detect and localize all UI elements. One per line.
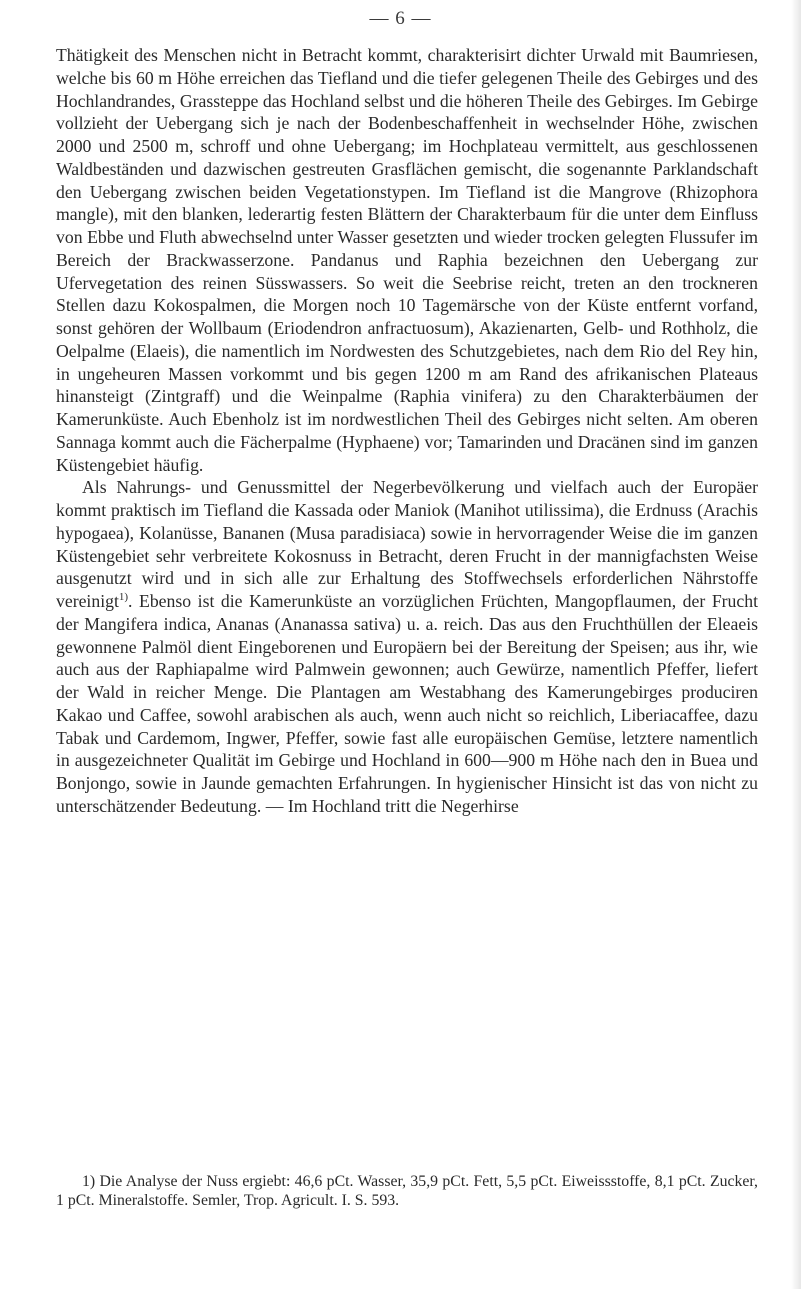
footnote (56, 1172, 758, 1210)
footnote-text: 1) Die Analyse der Nuss ergiebt: 46,6 pCt. Wasser, 35,9 pCt. Fett, 5,5 pCt. Eiweissstoffe, 8,1 pCt. Zucker, 1 pCt. Mineralstoffe. Semler, Trop. Agricult. I. S. 593. (56, 1173, 758, 1209)
paragraph-nahrungsmittel (56, 476, 758, 817)
paragraph-nahrungsmittel-part1: Als Nahrungs- und Genussmittel der Negerbevölkerung und vielfach auch der Europäer kommt praktisch im Tiefland die Kassada oder Maniok (Manihot utilissima), die Erdnuss (Arachis hypogaea), Kolanüsse, Bananen (Musa paradisiaca) sowie in hervorragender Weise die im ganzen Küstengebiet sehr verbreitete Kokosnuss in Betracht, deren Frucht in der mannigfachsten Weise ausgenutzt wird und in sich alle zur Erhaltung des Stoffwechsels erforderlichen Nährstoffe vereinigt (56, 477, 758, 611)
page-number: — 6 — (369, 8, 432, 29)
main-text (56, 44, 758, 818)
footnote-reference: 1) (118, 591, 129, 604)
scan-edge-shadow (791, 0, 801, 1289)
paragraph-nahrungsmittel-part2: . Ebenso ist die Kamerunküste an vorzüglichen Früchten, Mangopflaumen, der Frucht der Mangifera indica, Ananas (Ananassa sativa) u. a. reich. Das aus den Fruchthüllen der Eleaeis gewonnene Palmöl dient Eingeborenen und Europäern bei der Bereitung der Speisen; aus ihr, wie auch aus der Raphiapalme wird Palmwein gewonnen; auch Gewürze, namentlich Pfeffer, liefert der Wald in reicher Menge. Die Plantagen am Westabhang des Kamerungebirges produciren Kakao und Caffee, sowohl arabischen als auch, wenn auch nicht so reichlich, Liberiacaffee, dazu Tabak und Cardemom, Ingwer, Pfeffer, sowie fast alle europäischen Gemüse, letztere namentlich in ausgezeichneter Qualität im Gebirge und Hochland in 600—900 m Höhe nach den in Buea und Bonjongo, sowie in Jaunde gemachten Erfahrungen. In hygienischer Hinsicht ist das von nicht zu unterschätzender Bedeutung. — Im Hochland tritt die Negerhirse (56, 591, 758, 816)
paragraph-vegetation: Thätigkeit des Menschen nicht in Betracht kommt, charakterisirt dichter Urwald mit Baumriesen, welche bis 60 m Höhe erreichen das Tiefland und die tiefer gelegenen Theile des Gebirges und des Hochlandrandes, Grassteppe das Hochland selbst und die höheren Theile des Gebirges. Im Gebirge vollzieht der Uebergang sich je nach der Bodenbeschaffenheit in wechselnder Höhe, zwischen 2000 und 2500 m, schroff und ohne Uebergang; im Hochplateau vermittelt, aus geschlossenen Waldbeständen und dazwischen gestreuten Grasflächen gemischt, die sogenannte Parklandschaft den Uebergang zwischen beiden Vegetationstypen. Im Tiefland ist die Mangrove (Rhizophora mangle), mit den blanken, lederartig festen Blättern der Charakterbaum für die unter dem Einfluss von Ebbe und Fluth abwechselnd unter Wasser gesetzten und wieder trocken gelegten Flussufer im Bereich der Brackwasserzone. Pandanus und Raphia bezeichnen den Uebergang zur Ufervegetation des reinen Süsswassers. So weit die Seebrise reicht, treten an den trockneren Stellen dazu Kokospalmen, die Morgen noch 10 Tagemärsche von der Küste entfernt vorfand, sonst gehören der Wollbaum (Eriodendron anfractuosum), Akazienarten, Gelb- und Rothholz, die Oelpalme (Elaeis), die namentlich im Nordwesten des Schutzgebietes, nach dem Rio del Rey hin, in ungeheuren Massen vorkommt und bis gegen 1200 m am Rand des afrikanischen Plateaus hinansteigt (Zintgraff) und die Weinpalme (Raphia vinifera) zu den Charakterbäumen der Kamerunküste. Auch Ebenholz ist im nordwestlichen Theil des Gebirges nicht selten. Am oberen Sannaga kommt auch die Fächerpalme (Hyphaene) vor; Tamarinden und Dracänen sind im ganzen Küstengebiet häufig. (56, 45, 758, 475)
